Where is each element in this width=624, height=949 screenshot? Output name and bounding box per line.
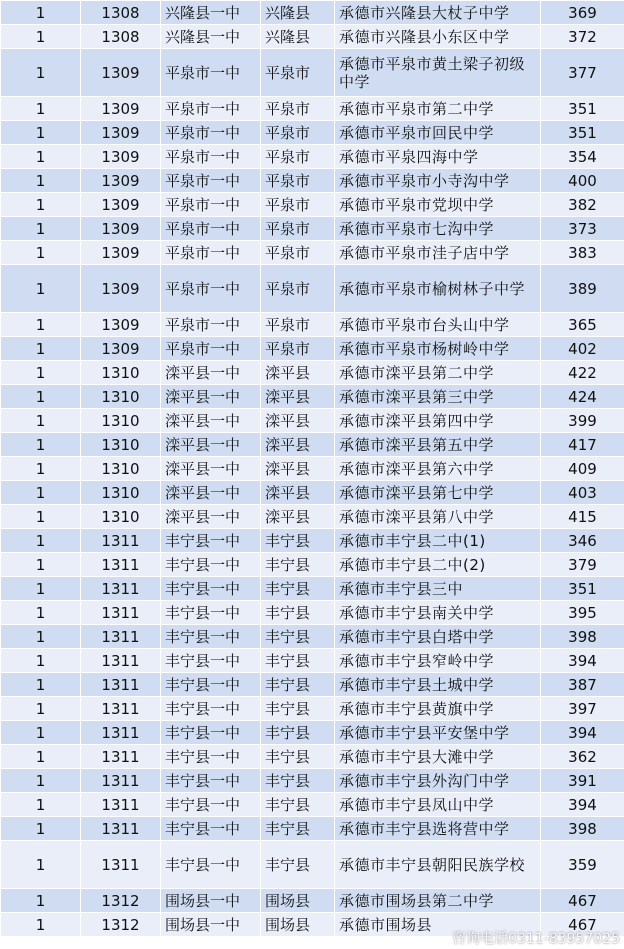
target-school-cell: 平泉市一中 xyxy=(161,193,261,217)
score-cell: 467 xyxy=(541,913,624,937)
junior-school-cell: 承德市兴隆县大杖子中学 xyxy=(335,1,541,25)
junior-school-cell: 承德市平泉四海中学 xyxy=(335,145,541,169)
county-cell: 平泉市 xyxy=(261,217,335,241)
district-code-cell: 1311 xyxy=(81,817,161,841)
county-cell: 滦平县 xyxy=(261,505,335,529)
score-cell: 395 xyxy=(541,601,624,625)
table-row xyxy=(1,817,624,841)
target-school-cell: 丰宁县一中 xyxy=(161,625,261,649)
batch-cell: 1 xyxy=(1,121,81,145)
junior-school-cell: 承德市滦平县第八中学 xyxy=(335,505,541,529)
batch-cell: 1 xyxy=(1,337,81,361)
junior-school-cell: 承德市滦平县第七中学 xyxy=(335,481,541,505)
district-code-cell: 1309 xyxy=(81,97,161,121)
table-row xyxy=(1,505,624,529)
table-row xyxy=(1,145,624,169)
table-row xyxy=(1,697,624,721)
county-cell: 滦平县 xyxy=(261,409,335,433)
district-code-cell: 1311 xyxy=(81,553,161,577)
county-cell: 滦平县 xyxy=(261,433,335,457)
score-cell: 382 xyxy=(541,193,624,217)
batch-cell: 1 xyxy=(1,721,81,745)
target-school-cell: 丰宁县一中 xyxy=(161,601,261,625)
county-cell: 丰宁县 xyxy=(261,553,335,577)
district-code-cell: 1309 xyxy=(81,313,161,337)
junior-school-cell: 承德市平泉市党坝中学 xyxy=(335,193,541,217)
target-school-cell: 平泉市一中 xyxy=(161,217,261,241)
target-school-cell: 滦平县一中 xyxy=(161,505,261,529)
target-school-cell: 平泉市一中 xyxy=(161,97,261,121)
junior-school-cell: 承德市平泉市台头山中学 xyxy=(335,313,541,337)
target-school-cell: 平泉市一中 xyxy=(161,337,261,361)
target-school-cell: 平泉市一中 xyxy=(161,313,261,337)
table-row xyxy=(1,433,624,457)
junior-school-cell: 承德市丰宁县窄岭中学 xyxy=(335,649,541,673)
table-row xyxy=(1,241,624,265)
district-code-cell: 1309 xyxy=(81,49,161,97)
target-school-cell: 平泉市一中 xyxy=(161,169,261,193)
batch-cell: 1 xyxy=(1,649,81,673)
score-cell: 394 xyxy=(541,793,624,817)
table-row xyxy=(1,313,624,337)
target-school-cell: 兴隆县一中 xyxy=(161,1,261,25)
county-cell: 滦平县 xyxy=(261,457,335,481)
target-school-cell: 滦平县一中 xyxy=(161,433,261,457)
district-code-cell: 1311 xyxy=(81,529,161,553)
score-cell: 417 xyxy=(541,433,624,457)
county-cell: 平泉市 xyxy=(261,265,335,313)
county-cell: 丰宁县 xyxy=(261,577,335,601)
county-cell: 丰宁县 xyxy=(261,817,335,841)
district-code-cell: 1309 xyxy=(81,121,161,145)
district-code-cell: 1311 xyxy=(81,745,161,769)
batch-cell: 1 xyxy=(1,481,81,505)
county-cell: 平泉市 xyxy=(261,337,335,361)
district-code-cell: 1311 xyxy=(81,649,161,673)
district-code-cell: 1311 xyxy=(81,721,161,745)
target-school-cell: 滦平县一中 xyxy=(161,457,261,481)
table-row xyxy=(1,169,624,193)
table-row xyxy=(1,889,624,913)
target-school-cell: 丰宁县一中 xyxy=(161,577,261,601)
score-cell: 398 xyxy=(541,817,624,841)
junior-school-cell: 承德市丰宁县大滩中学 xyxy=(335,745,541,769)
table-row xyxy=(1,385,624,409)
score-cell: 409 xyxy=(541,457,624,481)
county-cell: 丰宁县 xyxy=(261,625,335,649)
county-cell: 兴隆县 xyxy=(261,1,335,25)
table-row xyxy=(1,577,624,601)
table-row xyxy=(1,721,624,745)
district-code-cell: 1309 xyxy=(81,145,161,169)
county-cell: 兴隆县 xyxy=(261,25,335,49)
district-code-cell: 1312 xyxy=(81,913,161,937)
score-cell: 346 xyxy=(541,529,624,553)
score-cell: 394 xyxy=(541,649,624,673)
target-school-cell: 丰宁县一中 xyxy=(161,769,261,793)
county-cell: 丰宁县 xyxy=(261,793,335,817)
district-code-cell: 1309 xyxy=(81,337,161,361)
district-code-cell: 1311 xyxy=(81,841,161,889)
county-cell: 丰宁县 xyxy=(261,697,335,721)
batch-cell: 1 xyxy=(1,1,81,25)
target-school-cell: 滦平县一中 xyxy=(161,385,261,409)
junior-school-cell: 承德市平泉市杨树岭中学 xyxy=(335,337,541,361)
batch-cell: 1 xyxy=(1,769,81,793)
batch-cell: 1 xyxy=(1,673,81,697)
district-code-cell: 1310 xyxy=(81,433,161,457)
district-code-cell: 1310 xyxy=(81,361,161,385)
batch-cell: 1 xyxy=(1,145,81,169)
score-cell: 373 xyxy=(541,217,624,241)
target-school-cell: 丰宁县一中 xyxy=(161,529,261,553)
table-row xyxy=(1,673,624,697)
district-code-cell: 1311 xyxy=(81,601,161,625)
target-school-cell: 丰宁县一中 xyxy=(161,745,261,769)
table-row xyxy=(1,49,624,97)
table-row xyxy=(1,361,624,385)
score-cell: 354 xyxy=(541,145,624,169)
district-code-cell: 1310 xyxy=(81,385,161,409)
junior-school-cell: 承德市滦平县第二中学 xyxy=(335,361,541,385)
district-code-cell: 1308 xyxy=(81,1,161,25)
score-cell: 400 xyxy=(541,169,624,193)
target-school-cell: 滦平县一中 xyxy=(161,361,261,385)
county-cell: 围场县 xyxy=(261,913,335,937)
batch-cell: 1 xyxy=(1,505,81,529)
target-school-cell: 丰宁县一中 xyxy=(161,793,261,817)
table-row xyxy=(1,649,624,673)
batch-cell: 1 xyxy=(1,409,81,433)
batch-cell: 1 xyxy=(1,457,81,481)
table-row xyxy=(1,553,624,577)
score-cell: 365 xyxy=(541,313,624,337)
score-cell: 394 xyxy=(541,721,624,745)
district-code-cell: 1310 xyxy=(81,505,161,529)
target-school-cell: 丰宁县一中 xyxy=(161,673,261,697)
junior-school-cell: 承德市平泉市洼子店中学 xyxy=(335,241,541,265)
county-cell: 平泉市 xyxy=(261,169,335,193)
table-row xyxy=(1,193,624,217)
score-cell: 377 xyxy=(541,49,624,97)
batch-cell: 1 xyxy=(1,793,81,817)
district-code-cell: 1310 xyxy=(81,457,161,481)
county-cell: 平泉市 xyxy=(261,145,335,169)
junior-school-cell: 承德市丰宁县黄旗中学 xyxy=(335,697,541,721)
county-cell: 平泉市 xyxy=(261,193,335,217)
target-school-cell: 滦平县一中 xyxy=(161,409,261,433)
batch-cell: 1 xyxy=(1,25,81,49)
score-cell: 387 xyxy=(541,673,624,697)
county-cell: 平泉市 xyxy=(261,97,335,121)
junior-school-cell: 承德市丰宁县二中(1) xyxy=(335,529,541,553)
table-row xyxy=(1,265,624,313)
junior-school-cell: 承德市丰宁县凤山中学 xyxy=(335,793,541,817)
target-school-cell: 平泉市一中 xyxy=(161,49,261,97)
table-row xyxy=(1,1,624,25)
district-code-cell: 1309 xyxy=(81,217,161,241)
junior-school-cell: 承德市丰宁县朝阳民族学校 xyxy=(335,841,541,889)
score-cell: 383 xyxy=(541,241,624,265)
county-cell: 滦平县 xyxy=(261,361,335,385)
batch-cell: 1 xyxy=(1,385,81,409)
score-cell: 351 xyxy=(541,577,624,601)
junior-school-cell: 承德市丰宁县南关中学 xyxy=(335,601,541,625)
batch-cell: 1 xyxy=(1,433,81,457)
target-school-cell: 丰宁县一中 xyxy=(161,649,261,673)
junior-school-cell: 承德市兴隆县小东区中学 xyxy=(335,25,541,49)
target-school-cell: 滦平县一中 xyxy=(161,481,261,505)
batch-cell: 1 xyxy=(1,745,81,769)
junior-school-cell: 承德市平泉市七沟中学 xyxy=(335,217,541,241)
batch-cell: 1 xyxy=(1,889,81,913)
score-cell: 369 xyxy=(541,1,624,25)
score-cell: 372 xyxy=(541,25,624,49)
district-code-cell: 1311 xyxy=(81,673,161,697)
county-cell: 平泉市 xyxy=(261,49,335,97)
table-row xyxy=(1,841,624,889)
score-cell: 467 xyxy=(541,889,624,913)
target-school-cell: 平泉市一中 xyxy=(161,121,261,145)
table-row xyxy=(1,793,624,817)
district-code-cell: 1309 xyxy=(81,193,161,217)
score-cell: 389 xyxy=(541,265,624,313)
batch-cell: 1 xyxy=(1,49,81,97)
county-cell: 丰宁县 xyxy=(261,769,335,793)
table-row xyxy=(1,97,624,121)
junior-school-cell: 承德市丰宁县外沟门中学 xyxy=(335,769,541,793)
junior-school-cell: 承德市丰宁县选将营中学 xyxy=(335,817,541,841)
batch-cell: 1 xyxy=(1,817,81,841)
score-cell: 398 xyxy=(541,625,624,649)
score-cell: 362 xyxy=(541,745,624,769)
target-school-cell: 丰宁县一中 xyxy=(161,817,261,841)
batch-cell: 1 xyxy=(1,361,81,385)
target-school-cell: 丰宁县一中 xyxy=(161,697,261,721)
target-school-cell: 围场县一中 xyxy=(161,889,261,913)
score-cell: 403 xyxy=(541,481,624,505)
district-code-cell: 1311 xyxy=(81,625,161,649)
junior-school-cell: 承德市滦平县第五中学 xyxy=(335,433,541,457)
junior-school-cell: 承德市丰宁县土城中学 xyxy=(335,673,541,697)
batch-cell: 1 xyxy=(1,697,81,721)
score-cell: 424 xyxy=(541,385,624,409)
table-row xyxy=(1,337,624,361)
table-row xyxy=(1,121,624,145)
table-row xyxy=(1,745,624,769)
district-code-cell: 1312 xyxy=(81,889,161,913)
junior-school-cell: 承德市围场县第二中学 xyxy=(335,889,541,913)
batch-cell: 1 xyxy=(1,193,81,217)
batch-cell: 1 xyxy=(1,265,81,313)
district-code-cell: 1311 xyxy=(81,577,161,601)
district-code-cell: 1310 xyxy=(81,481,161,505)
score-cell: 422 xyxy=(541,361,624,385)
county-cell: 滦平县 xyxy=(261,481,335,505)
batch-cell: 1 xyxy=(1,169,81,193)
score-cell: 351 xyxy=(541,97,624,121)
junior-school-cell: 承德市滦平县第六中学 xyxy=(335,457,541,481)
target-school-cell: 平泉市一中 xyxy=(161,145,261,169)
table-row xyxy=(1,625,624,649)
county-cell: 围场县 xyxy=(261,889,335,913)
county-cell: 平泉市 xyxy=(261,241,335,265)
score-cell: 402 xyxy=(541,337,624,361)
table-row xyxy=(1,601,624,625)
junior-school-cell: 承德市滦平县第三中学 xyxy=(335,385,541,409)
batch-cell: 1 xyxy=(1,241,81,265)
table-row xyxy=(1,217,624,241)
junior-school-cell: 承德市滦平县第四中学 xyxy=(335,409,541,433)
table-row xyxy=(1,481,624,505)
score-cell: 351 xyxy=(541,121,624,145)
score-cell: 399 xyxy=(541,409,624,433)
junior-school-cell: 承德市丰宁县平安堡中学 xyxy=(335,721,541,745)
score-cell: 379 xyxy=(541,553,624,577)
junior-school-cell: 承德市丰宁县三中 xyxy=(335,577,541,601)
batch-cell: 1 xyxy=(1,529,81,553)
district-code-cell: 1311 xyxy=(81,793,161,817)
watermark-text: 咨询电话0311-83957025 xyxy=(452,931,620,947)
score-cell: 415 xyxy=(541,505,624,529)
batch-cell: 1 xyxy=(1,97,81,121)
score-cell: 391 xyxy=(541,769,624,793)
district-code-cell: 1309 xyxy=(81,241,161,265)
district-code-cell: 1310 xyxy=(81,409,161,433)
target-school-cell: 围场县一中 xyxy=(161,913,261,937)
district-code-cell: 1309 xyxy=(81,169,161,193)
junior-school-cell: 承德市平泉市榆树林子中学 xyxy=(335,265,541,313)
county-cell: 丰宁县 xyxy=(261,649,335,673)
target-school-cell: 平泉市一中 xyxy=(161,241,261,265)
batch-cell: 1 xyxy=(1,601,81,625)
county-cell: 丰宁县 xyxy=(261,529,335,553)
table-row xyxy=(1,409,624,433)
target-school-cell: 丰宁县一中 xyxy=(161,721,261,745)
batch-cell: 1 xyxy=(1,577,81,601)
county-cell: 平泉市 xyxy=(261,313,335,337)
table-row xyxy=(1,769,624,793)
batch-cell: 1 xyxy=(1,313,81,337)
junior-school-cell: 承德市平泉市小寺沟中学 xyxy=(335,169,541,193)
district-code-cell: 1311 xyxy=(81,769,161,793)
target-school-cell: 平泉市一中 xyxy=(161,265,261,313)
junior-school-cell: 承德市平泉市回民中学 xyxy=(335,121,541,145)
batch-cell: 1 xyxy=(1,841,81,889)
junior-school-cell: 承德市平泉市黄土梁子初级中学 xyxy=(335,49,541,97)
batch-cell: 1 xyxy=(1,553,81,577)
batch-cell: 1 xyxy=(1,217,81,241)
district-code-cell: 1311 xyxy=(81,697,161,721)
table-body xyxy=(1,1,624,937)
target-school-cell: 丰宁县一中 xyxy=(161,553,261,577)
table-row xyxy=(1,529,624,553)
district-code-cell: 1309 xyxy=(81,265,161,313)
target-school-cell: 丰宁县一中 xyxy=(161,841,261,889)
score-cell: 359 xyxy=(541,841,624,889)
batch-cell: 1 xyxy=(1,625,81,649)
table-row xyxy=(1,457,624,481)
county-cell: 丰宁县 xyxy=(261,601,335,625)
county-cell: 丰宁县 xyxy=(261,673,335,697)
junior-school-cell: 承德市平泉市第二中学 xyxy=(335,97,541,121)
target-school-cell: 兴隆县一中 xyxy=(161,25,261,49)
county-cell: 平泉市 xyxy=(261,121,335,145)
batch-cell: 1 xyxy=(1,913,81,937)
score-cell: 397 xyxy=(541,697,624,721)
county-cell: 滦平县 xyxy=(261,385,335,409)
county-cell: 丰宁县 xyxy=(261,745,335,769)
county-cell: 丰宁县 xyxy=(261,841,335,889)
table-row xyxy=(1,25,624,49)
junior-school-cell: 承德市丰宁县白塔中学 xyxy=(335,625,541,649)
district-code-cell: 1308 xyxy=(81,25,161,49)
junior-school-cell: 承德市围场县 xyxy=(335,913,541,937)
junior-school-cell: 承德市丰宁县二中(2) xyxy=(335,553,541,577)
county-cell: 丰宁县 xyxy=(261,721,335,745)
